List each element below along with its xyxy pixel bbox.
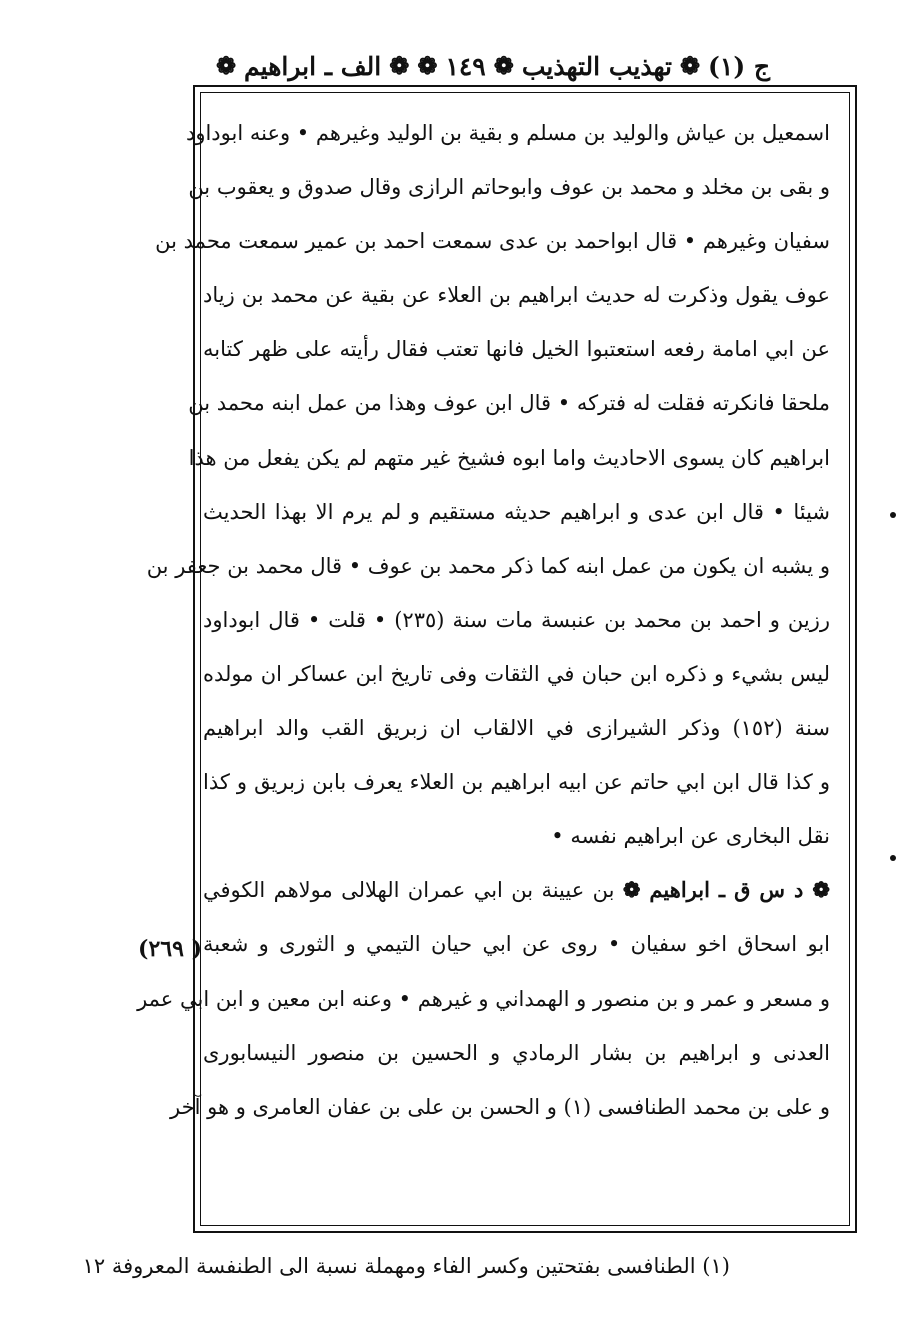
section-title: الف ـ ابراهيم <box>244 51 382 81</box>
margin-mark <box>890 855 896 861</box>
entry-line: ابو اسحاق اخو سفيان • روى عن ابي حيان التيمي و الثورى و شعبة <box>203 932 830 957</box>
ornament-icon: ❁ <box>417 51 438 80</box>
margin-mark <box>890 512 896 518</box>
text-line: عوف يقول وذكرت له حديث ابراهيم بن العلاء عن بقية عن محمد بن زياد <box>203 283 830 308</box>
entry-first-line: بن عيينة بن ابي عمران الهلالى مولاهم الكوفي <box>203 878 615 903</box>
text-line: و يشبه ان يكون من عمل ابنه كما ذكر محمد بن عوف • قال محمد بن جعفر بن <box>146 553 830 578</box>
text-line: ليس بشيء و ذكره ابن حبان في الثقات وفى تاريخ ابن عساكر ان مولده <box>203 661 830 686</box>
text-line: ابراهيم كان يسوى الاحاديث واما ابوه فشيخ غير متهم لم يكن يفعل من هذا <box>188 445 830 470</box>
text-line: و كذا قال ابن ابي حاتم عن ابيه ابراهيم بن العلاء يعرف بابن زبريق و كذا <box>203 770 830 795</box>
text-line: نقل البخارى عن ابراهيم نفسه • <box>551 824 830 849</box>
text-line: سنة (١٥٢) وذكر الشيرازى في الالقاب ان زبريق القب والد ابراهيم <box>203 716 830 741</box>
entry-line: العدنى و ابراهيم بن بشار الرمادي و الحسين بن منصور النيسابورى <box>203 1040 830 1065</box>
entry-number: ( ٢٦٩) <box>138 936 202 962</box>
text-line: ملحقا فانكرته فقلت له فتركه • قال ابن عوف وهذا من عمل ابنه محمد بن <box>188 391 830 416</box>
book-title: تهذيب التهذيب <box>521 51 672 81</box>
ornament-icon: ❁ <box>389 51 410 80</box>
text-line: شيئا • قال ابن عدى و ابراهيم حديثه مستقيم و لم يرم الا بهذا الحديث <box>203 499 830 524</box>
footnote: (١) الطنافسى بفتحتين وكسر الفاء ومهملة نسبة الى الطنفسة المعروفة ١٢ <box>82 1254 730 1278</box>
volume-label: ج (١) <box>708 51 770 81</box>
ornament-icon: ❁ <box>493 51 514 80</box>
text-line: سفيان وغيرهم • قال ابواحمد بن عدى سمعت احمد بن عمير سمعت محمد بن <box>155 229 830 254</box>
page-number: ١٤٩ <box>445 51 486 81</box>
entry-line: و مسعر و عمر و بن منصور و الهمداني و غيرهم • وعنه ابن معين و ابن ابي عمر <box>137 986 830 1011</box>
ornament-icon: ❁ <box>215 51 237 80</box>
text-line: عن ابي امامة رفعه استعتبوا الخيل فانها تعتب فقال رأيته على ظهر كتابه <box>203 337 830 362</box>
entry-line: و على بن محمد الطنافسى (١) و الحسن بن على بن عفان العامرى و هو آخر <box>170 1094 830 1119</box>
text-line: رزين و احمد بن محمد بن عنبسة مات سنة (٢٣٥) • قلت • قال ابوداود <box>203 607 831 632</box>
text-line: و بقى بن مخلد و محمد بن عوف وابوحاتم الرازى وقال صدوق و يعقوب بن <box>188 175 830 200</box>
text-line: اسمعيل بن عياش والوليد بن مسلم و بقية بن الوليد وغيرهم • وعنه ابوداود <box>185 121 830 145</box>
entry-heading-line <box>203 863 830 917</box>
entry-head: ❁ د س ق ـ ابراهيم ❁ <box>622 877 830 903</box>
ornament-icon: ❁ <box>679 51 701 80</box>
